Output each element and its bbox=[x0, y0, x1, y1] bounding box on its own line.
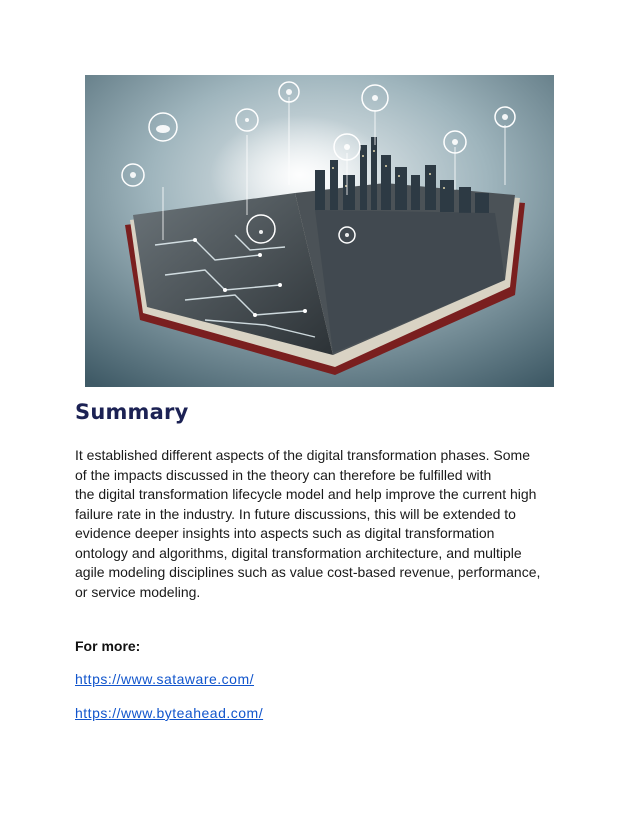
summary-line: agile modeling disciplines such as value cost-based revenue, performance, bbox=[75, 564, 541, 580]
summary-line: or service modeling. bbox=[75, 583, 201, 600]
summary-line: the digital transformation lifecycle model and help improve the current high bbox=[75, 486, 537, 502]
book-city-illustration bbox=[85, 75, 554, 387]
sataware-link[interactable]: https://www.sataware.com/ bbox=[75, 671, 255, 687]
summary-line: ontology and algorithms, digital transformation architecture, and multiple bbox=[75, 544, 522, 561]
summary-line: failure rate in the industry. In future discussions, this will be extended to bbox=[75, 505, 516, 522]
summary-line: of the impacts discussed in the theory can therefore be fulfilled with bbox=[75, 466, 492, 483]
summary-line: It established different aspects of the digital transformation phases. Some bbox=[75, 447, 530, 463]
byteahead-link[interactable]: https://www.byteahead.com/ bbox=[75, 705, 264, 721]
hero-image bbox=[85, 75, 554, 387]
summary-paragraph bbox=[75, 446, 575, 602]
summary-heading: Summary bbox=[75, 400, 189, 424]
for-more-label: For more: bbox=[75, 638, 141, 654]
summary-line: evidence deeper insights into aspects such as digital transformation bbox=[75, 525, 495, 541]
